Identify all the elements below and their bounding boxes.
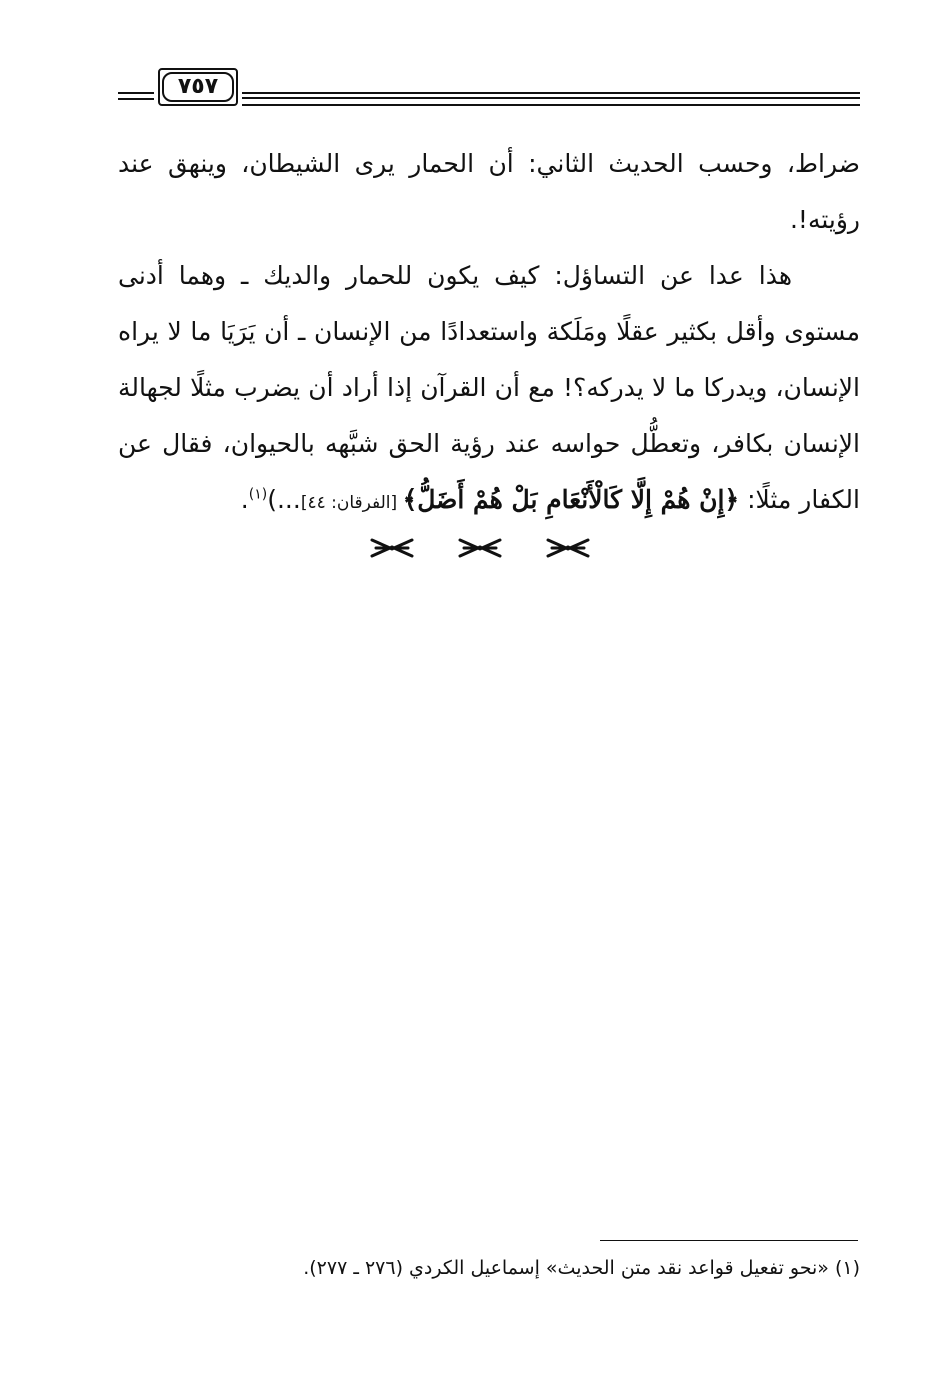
section-divider (370, 536, 590, 560)
header-rule-right (242, 92, 860, 106)
footnote-separator (600, 1240, 858, 1241)
page-header (118, 62, 860, 112)
section-divider-ornament-icon (370, 536, 414, 560)
paragraph-2-text: هذا عدا عن التساؤل: كيف يكون للحمار والديك ـ وهما أدنى مستوى وأقل بكثير عقلًا ومَلَكة واستعدادًا من الإنسان ـ أن يَرَيَا ما لا يراه الإنسان، ويدركا ما لا يدركه؟! مع أن القرآن إذا أراد أن يضرب مثلًا لجهالة الإنسان بكافر، وتعطُّل حواسه عند رؤية الحق شبَّهه بالحيوان، فقال عن الكفار مثلًا: (118, 261, 860, 514)
paragraph-2 (118, 248, 860, 531)
page-number: ٧٥٧ (162, 72, 234, 102)
quote-closing: ...) (267, 485, 301, 514)
quran-reference: [الفرقان: ٤٤] (300, 493, 403, 513)
section-divider-ornament-icon (458, 536, 502, 560)
quran-verse: ﴿إِنْ هُمْ إِلَّا كَالْأَنْعَامِ بَلْ هُمْ أَضَلُّ﴾ (402, 485, 740, 514)
footnote-marker: (١) (248, 486, 268, 503)
header-rule-left (118, 92, 154, 100)
footnote-1: (١) «نحو تفعيل قواعد نقد متن الحديث» إسماعيل الكردي (٢٧٦ ـ ٢٧٧). (303, 1257, 860, 1279)
paragraph-1: ضراط، وحسب الحديث الثاني: أن الحمار يرى الشيطان، وينهق عند رؤيته!. (118, 149, 860, 234)
section-divider-ornament-icon (546, 536, 590, 560)
end-period: . (240, 485, 249, 514)
page-number-frame (158, 68, 238, 106)
main-text (118, 136, 860, 531)
